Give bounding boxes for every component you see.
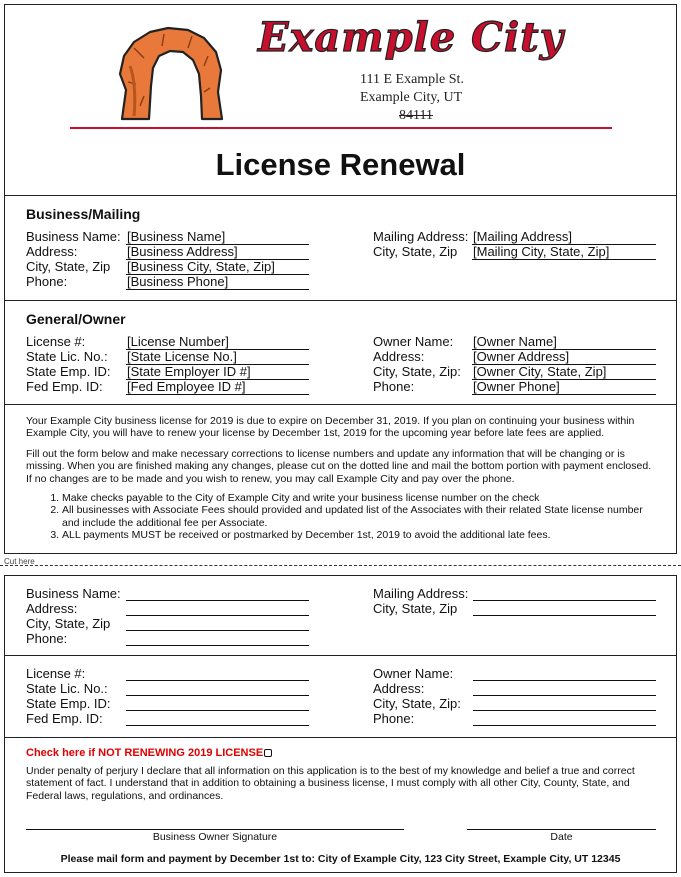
- return-owner-name-field[interactable]: [473, 680, 656, 681]
- return-owner-name-label: Owner Name:: [373, 666, 454, 681]
- return-business-name-field[interactable]: [126, 600, 309, 601]
- business-name-field[interactable]: [Business Name]: [126, 229, 309, 245]
- not-renewing-checkbox[interactable]: [264, 749, 272, 757]
- instructions-paragraph-2: Fill out the form below and make necessary corrections to license numbers and update any information that will be changing or is missing. When you are finished making any changes, please cut on the dotted line and mail the bottom portion with payment enclosed. If no changes are to be made and you wish to renew, you may call Example City and pay over the phone.: [26, 448, 652, 485]
- return-business-name-label: Business Name:: [26, 586, 121, 601]
- address-line-3: 84111: [399, 108, 433, 123]
- city-name-logo: Example City: [258, 14, 564, 61]
- signature-caption: Business Owner Signature: [152, 831, 278, 843]
- divider-header: [4, 195, 677, 196]
- owner-address-field[interactable]: [Owner Address]: [472, 349, 656, 365]
- divider-return-owner: [4, 737, 677, 738]
- mailing-city-label: City, State, Zip: [373, 244, 458, 259]
- mailing-address-label: Mailing Address:: [373, 229, 469, 244]
- signature-line[interactable]: [26, 829, 404, 830]
- return-mailing-address-label: Mailing Address:: [373, 586, 469, 601]
- section-heading-owner: General/Owner: [26, 311, 126, 327]
- return-phone-label: Phone:: [26, 631, 68, 646]
- return-license-number-field[interactable]: [126, 680, 309, 681]
- date-line[interactable]: [467, 829, 656, 830]
- return-state-employer-id-label: State Emp. ID:: [26, 696, 111, 711]
- header-rule: [70, 127, 612, 129]
- cut-here-label: Cut here: [4, 557, 35, 566]
- return-address-field[interactable]: [126, 615, 309, 616]
- date-caption: Date: [550, 831, 573, 843]
- list-item: 1. Make checks payable to the City of Example City and write your business license number on the check: [62, 492, 646, 504]
- fed-employee-id-label: Fed Emp. ID:: [26, 379, 103, 394]
- divider-owner: [4, 404, 677, 405]
- business-city-label: City, State, Zip: [26, 259, 111, 274]
- return-owner-phone-field[interactable]: [473, 725, 656, 726]
- return-mailing-city-label: City, State, Zip: [373, 601, 458, 616]
- page-title: License Renewal: [215, 147, 466, 182]
- license-number-label: License #:: [26, 334, 86, 349]
- not-renewing-label: Check here if NOT RENEWING 2019 LICENSE: [26, 747, 264, 759]
- instructions-list: [46, 492, 646, 541]
- return-state-license-label: State Lic. No.:: [26, 681, 108, 696]
- return-city-label: City, State, Zip: [26, 616, 111, 631]
- state-license-field[interactable]: [State License No.]: [126, 349, 309, 365]
- list-item: 3. ALL payments MUST be received or postmarked by December 1st, 2019 to avoid the additional late fees.: [62, 529, 646, 541]
- business-phone-field[interactable]: [Business Phone]: [126, 274, 309, 290]
- mailing-address-field[interactable]: [Mailing Address]: [472, 229, 656, 245]
- return-address-label: Address:: [26, 601, 78, 616]
- instructions-paragraph-1: Your Example City business license for 2019 is due to expire on December 31, 2019. If you plan on continuing your business within Example City, you will have to renew your license by December 1st, 2019 for the upcoming year before late fees are applied.: [26, 415, 635, 440]
- divider-return-business: [4, 655, 677, 656]
- list-item: 2. All businesses with Associate Fees should provided and updated list of the Associates with their related State license number and include the additional fee per Associate.: [62, 504, 646, 529]
- license-number-field[interactable]: [License Number]: [126, 334, 309, 350]
- mail-instructions: Please mail form and payment by December 1st to: City of Example City, 123 City Street, Example City, UT 12345: [60, 853, 621, 865]
- business-city-field[interactable]: [Business City, State, Zip]: [126, 259, 309, 275]
- owner-address-label: Address:: [373, 349, 425, 364]
- return-license-number-label: License #:: [26, 666, 86, 681]
- arch-icon: [104, 16, 236, 124]
- fed-employee-id-field[interactable]: [Fed Employee ID #]: [126, 379, 309, 395]
- return-state-employer-id-field[interactable]: [126, 710, 309, 711]
- business-name-label: Business Name:: [26, 229, 121, 244]
- business-address-field[interactable]: [Business Address]: [126, 244, 309, 260]
- address-line-1: 111 E Example St.: [360, 72, 464, 87]
- return-owner-address-label: Address:: [373, 681, 425, 696]
- owner-city-field[interactable]: [Owner City, State, Zip]: [472, 364, 656, 380]
- return-mailing-city-field[interactable]: [473, 615, 656, 616]
- declaration-text: Under penalty of perjury I declare that all information on this application is to the best of my knowledge and belief a true and correct statement of fact. I understand that in addition to obtaining a business license, I must comply with all other City, County, State, and Federal laws, regulations, and ordinances.: [26, 765, 635, 802]
- return-fed-employee-id-field[interactable]: [126, 725, 309, 726]
- business-phone-label: Phone:: [26, 274, 68, 289]
- return-owner-address-field[interactable]: [473, 695, 656, 696]
- cut-line: [0, 565, 681, 566]
- business-address-label: Address:: [26, 244, 78, 259]
- owner-phone-field[interactable]: [Owner Phone]: [472, 379, 656, 395]
- state-license-label: State Lic. No.:: [26, 349, 108, 364]
- return-owner-phone-label: Phone:: [373, 711, 415, 726]
- state-employer-id-label: State Emp. ID:: [26, 364, 111, 379]
- return-state-license-field[interactable]: [126, 695, 309, 696]
- return-phone-field[interactable]: [126, 645, 309, 646]
- return-mailing-address-field[interactable]: [473, 600, 656, 601]
- owner-name-field[interactable]: [Owner Name]: [472, 334, 656, 350]
- address-line-2: Example City, UT: [360, 90, 463, 105]
- divider-business: [4, 300, 677, 301]
- return-owner-city-label: City, State, Zip:: [373, 696, 461, 711]
- state-employer-id-field[interactable]: [State Employer ID #]: [126, 364, 309, 380]
- owner-name-label: Owner Name:: [373, 334, 454, 349]
- owner-city-label: City, State, Zip:: [373, 364, 461, 379]
- owner-phone-label: Phone:: [373, 379, 415, 394]
- return-fed-employee-id-label: Fed Emp. ID:: [26, 711, 103, 726]
- return-owner-city-field[interactable]: [473, 710, 656, 711]
- section-heading-business: Business/Mailing: [26, 206, 141, 222]
- mailing-city-field[interactable]: [Mailing City, State, Zip]: [472, 244, 656, 260]
- return-city-field[interactable]: [126, 630, 309, 631]
